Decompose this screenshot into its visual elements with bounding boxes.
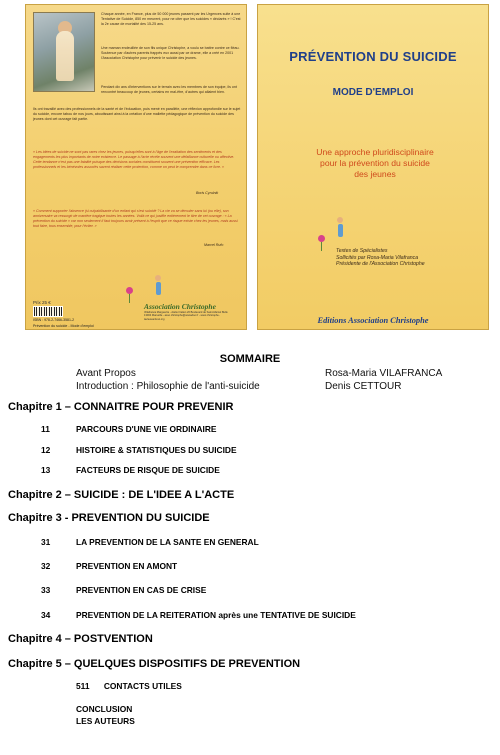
back-association-name: Association Christophe: [144, 302, 216, 311]
section-number: 32: [41, 561, 51, 571]
chapter-prefix: Chapitre 1: [8, 401, 62, 413]
price-label: Prix 25 €: [33, 300, 51, 305]
front-cover: [257, 4, 489, 330]
section-title: LA PREVENTION DE LA SANTE EN GENERAL: [76, 537, 259, 547]
chapter-prefix: Chapitre 3: [8, 512, 62, 524]
authors-line: Textes de Spécialistes: [336, 248, 388, 254]
sommaire-title: SOMMAIRE: [219, 353, 281, 365]
back-cover: [25, 4, 247, 330]
closing-item: LES AUTEURS: [76, 716, 135, 726]
front-cover-edition: Editions Association Christophe: [317, 316, 429, 325]
front-flower-illustration: [318, 235, 325, 242]
intro-item-label: Avant Propos: [76, 368, 136, 379]
chapter-separator: –: [64, 489, 71, 501]
front-cover-tagline: [280, 147, 470, 180]
back-flower-illustration: [126, 287, 133, 294]
section-number: 12: [41, 445, 51, 455]
intro-item-label: Introduction : Philosophie de l'anti-suicide: [76, 381, 260, 392]
tagline-line: des jeunes: [354, 169, 396, 179]
section-number: 11: [41, 424, 50, 434]
tagline-line: Une approche pluridisciplinaire: [316, 147, 434, 157]
child-photo: [33, 12, 95, 92]
chapter-heading: [8, 658, 300, 670]
series-label: Prévention du suicide - Mode d'emploi: [33, 324, 94, 328]
chapter-title: POSTVENTION: [73, 633, 153, 645]
front-character-illustration: [336, 217, 344, 237]
back-quote-cyrulnik: « Les idées de suicide ne sont pas rares chez les jeunes, puisqu'elles sont à l'âge de l'exaltation des sentiments et des engagements les plus importants de notre existence. Le passage à l'acte révèle souvent une défaillance culturelle ou affective. Cette tendance n'est pas une fatalité puisque des décisions sociales constituent souvent une prévention efficace. Les professionnels et les bénévoles associés savent réaliser cette protection, comme on peut le comprendre dans ce livre. »: [33, 150, 235, 169]
chapter-heading: [8, 512, 210, 524]
back-action-paragraph: Pendant dix ans d'interventions sur le terrain avec les membres de son équipe, ils ont rencontré beaucoup de jeunes, certains en mal-être, d'autres qui allaient bien.: [101, 85, 237, 94]
chapter-separator: -: [64, 512, 69, 524]
chapter-heading: [8, 633, 153, 645]
tagline-line: pour la prévention du suicide: [320, 158, 430, 168]
isbn-label: ISBN : 978-2-7466-3581-2: [33, 318, 75, 322]
section-number: 13: [41, 465, 51, 475]
chapter-title: CONNAITRE POUR PREVENIR: [73, 401, 234, 413]
section-entry: [76, 681, 182, 691]
back-mother-paragraph: Une maman endeuillée de son fils unique Christophe, a voulu se battre contre ce fléau. Soutenue par d'autres parents frappés eux aussi par ce drame, elle a créé en 2001 l'Association Christophe pour prévenir le suicide des jeunes.: [101, 46, 240, 60]
section-title: HISTOIRE & STATISTIQUES DU SUICIDE: [76, 445, 237, 455]
chapter-title: PREVENTION DU SUICIDE: [71, 512, 210, 524]
section-number: 511: [76, 681, 90, 691]
authors-line: Sollicités par Rosa-Maria Vilafranca: [336, 254, 419, 261]
section-title: PREVENTION EN CAS DE CRISE: [76, 585, 207, 595]
back-quote-cyrulnik-author: Boris Cyrulnik: [196, 191, 219, 195]
intro-item-author: Rosa-Maria VILAFRANCA: [325, 368, 443, 379]
chapter-separator: –: [64, 401, 71, 413]
chapter-title: SUICIDE : DE L'IDEE A L'ACTE: [73, 489, 235, 501]
section-title: PREVENTION EN AMONT: [76, 561, 178, 571]
section-number: 33: [41, 585, 51, 595]
section-title: PREVENTION DE LA REITERATION après une TENTATIVE DE SUICIDE: [76, 610, 356, 620]
section-title: PARCOURS D'UNE VIE ORDINAIRE: [76, 424, 217, 434]
section-number: 34: [41, 610, 51, 620]
front-cover-title: PRÉVENTION DU SUICIDE: [289, 49, 457, 64]
back-quote-rufo: « Comment supporter l'absence (si culpabilisante d'un enfant qui s'est suicidé ? La vie va se dérouler sans lui (ou elle), son anniversaire va ressurgir de manière tragique toutes les années. Voilà ce qui justifie entièrement le titre de cet ouvrage : « La prévention du suicide » car non seulement il faut toujours avoir présent à l'esprit que ce risque existe chez les jeunes, mais aussi tout faire, tous ensemble, pour l'éviter. »: [33, 209, 238, 228]
chapter-separator: –: [64, 633, 71, 645]
back-character-illustration: [154, 275, 162, 295]
chapter-separator: –: [64, 658, 71, 670]
intro-item-author: Denis CETTOUR: [325, 381, 402, 392]
closing-item: CONCLUSION: [76, 704, 133, 714]
authors-line: Présidente de l'Association Christophe: [336, 261, 425, 268]
chapter-title: QUELQUES DISPOSITIFS DE PREVENTION: [73, 658, 301, 670]
front-cover-subtitle: MODE D'EMPLOI: [332, 87, 414, 98]
back-quote-rufo-author: Marcel Rufo: [204, 243, 224, 247]
chapter-prefix: Chapitre 2: [8, 489, 62, 501]
section-number: 31: [41, 537, 51, 547]
front-cover-authors: [336, 248, 425, 268]
chapter-prefix: Chapitre 5: [8, 658, 62, 670]
chapter-heading: [8, 401, 233, 413]
back-association-address: Villafranca Marguerite - Atelier Italien 20 Boulevard de Saint-Marcel Bulle 13004 Marseille - asso.christophe@wanadoo.fr - www.christophe-lavieavanttout.org: [144, 311, 228, 321]
section-title: FACTEURS DE RISQUE DE SUICIDE: [76, 465, 220, 475]
back-intro-paragraph: Chaque année, en France, plus de 50 000 jeunes passent par les Urgences suite à une Tentative de Suicide, 850 en meurent, pour ne citer que les suicides « déclarés » ! C'est la 2e cause de mortalité des 15-25 ans.: [101, 12, 241, 26]
photo-child-body: [56, 31, 74, 81]
section-title: CONTACTS UTILES: [103, 681, 182, 691]
barcode: [33, 306, 63, 317]
chapter-heading: [8, 489, 234, 501]
back-work-paragraph: Ils ont travaillé avec des professionnels de la santé et de l'éducation, puis mené en parallèle, une réflexion approfondie sur le sujet du suicide, encore tabou de nos jours, aboutissant ainsi à la création d'une mallette pédagogique de prévention du suicide des jeunes dont cet ouvrage fait partie.: [33, 107, 241, 121]
chapter-prefix: Chapitre 4: [8, 633, 62, 645]
